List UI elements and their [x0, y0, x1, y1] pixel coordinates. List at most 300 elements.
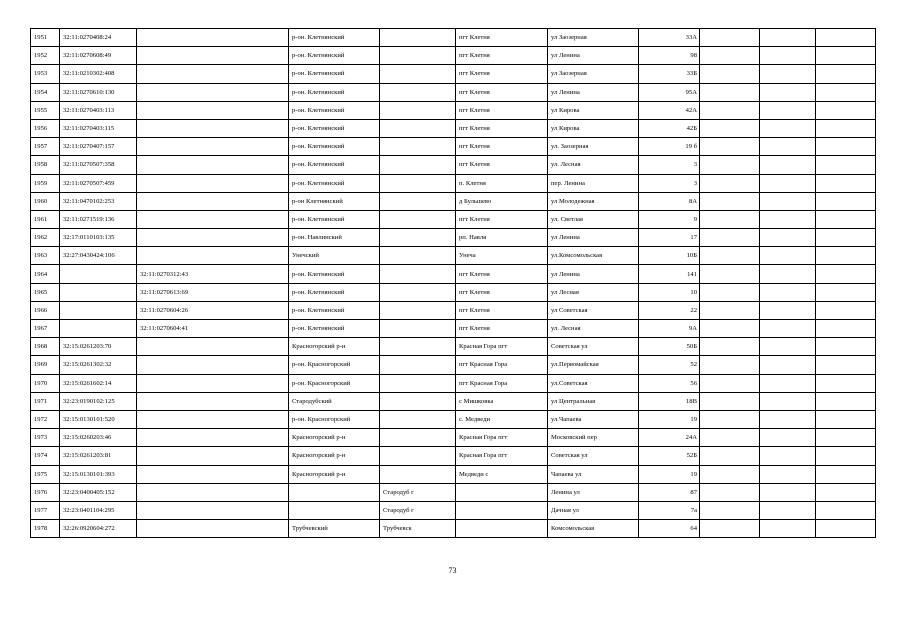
street-cell: ул. Заозерная — [548, 138, 639, 156]
cadastral-number-cell: 32:11:0270507:459 — [60, 174, 137, 192]
city-cell: Стародуб г — [380, 483, 456, 501]
row-number-cell: 1974 — [31, 447, 60, 465]
row-number-cell: 1975 — [31, 465, 60, 483]
district-cell: р-он. Клетнянский — [289, 29, 380, 47]
settlement-cell: пгт Клетня — [456, 47, 548, 65]
cadastral-number-cell: 32:15:0261602:14 — [60, 374, 137, 392]
cadastral-number-cell: 32:11:0270407:157 — [60, 138, 137, 156]
house-number-cell: 19 — [639, 465, 700, 483]
note-cell — [700, 520, 760, 538]
table-row — [31, 247, 876, 265]
table-row — [31, 119, 876, 137]
cadastral-number-alt-cell — [137, 65, 289, 83]
extra-cell — [760, 501, 816, 519]
cadastral-number-cell: 32:15:0130101:520 — [60, 410, 137, 428]
district-cell: р-он Клетнянский — [289, 192, 380, 210]
street-cell: ул Кирова — [548, 101, 639, 119]
empty-cell — [816, 210, 876, 228]
note-cell — [700, 374, 760, 392]
house-number-cell: 10 — [639, 283, 700, 301]
city-cell — [380, 119, 456, 137]
cadastral-number-alt-cell — [137, 101, 289, 119]
house-number-cell: 42А — [639, 101, 700, 119]
row-number-cell: 1957 — [31, 138, 60, 156]
note-cell — [700, 247, 760, 265]
house-number-cell: 17 — [639, 229, 700, 247]
settlement-cell: Красная Гора пгт — [456, 447, 548, 465]
cadastral-number-alt-cell — [137, 83, 289, 101]
street-cell: Комсомольская — [548, 520, 639, 538]
empty-cell — [816, 447, 876, 465]
table-row — [31, 301, 876, 319]
cadastral-number-cell: 32:11:0470102:253 — [60, 192, 137, 210]
table-row — [31, 156, 876, 174]
note-cell — [700, 483, 760, 501]
cadastral-number-alt-cell — [137, 374, 289, 392]
row-number-cell: 1968 — [31, 338, 60, 356]
registry-table-body — [31, 29, 876, 538]
city-cell — [380, 192, 456, 210]
table-row — [31, 265, 876, 283]
table-row — [31, 483, 876, 501]
cadastral-number-alt-cell — [137, 356, 289, 374]
cadastral-number-cell: 32:15:0261203:81 — [60, 447, 137, 465]
cadastral-number-alt-cell — [137, 338, 289, 356]
row-number-cell: 1976 — [31, 483, 60, 501]
district-cell: р-он. Клетнянский — [289, 65, 380, 83]
row-number-cell: 1970 — [31, 374, 60, 392]
row-number-cell: 1956 — [31, 119, 60, 137]
house-number-cell: 42Б — [639, 119, 700, 137]
cadastral-number-cell: 32:11:0271519:136 — [60, 210, 137, 228]
empty-cell — [816, 65, 876, 83]
city-cell — [380, 320, 456, 338]
street-cell: ул Заозерная — [548, 29, 639, 47]
city-cell — [380, 410, 456, 428]
house-number-cell: 87 — [639, 483, 700, 501]
settlement-cell: пгт Клетня — [456, 101, 548, 119]
house-number-cell: 9 — [639, 210, 700, 228]
table-row — [31, 174, 876, 192]
extra-cell — [760, 229, 816, 247]
extra-cell — [760, 47, 816, 65]
extra-cell — [760, 265, 816, 283]
street-cell: ул.Комсомольская — [548, 247, 639, 265]
extra-cell — [760, 210, 816, 228]
settlement-cell: пгт Клетня — [456, 138, 548, 156]
extra-cell — [760, 101, 816, 119]
row-number-cell: 1978 — [31, 520, 60, 538]
house-number-cell: 10Б — [639, 247, 700, 265]
empty-cell — [816, 156, 876, 174]
street-cell: ул. Лесная — [548, 320, 639, 338]
empty-cell — [816, 483, 876, 501]
cadastral-number-cell — [60, 301, 137, 319]
street-cell: ул.Советская — [548, 374, 639, 392]
table-row — [31, 210, 876, 228]
house-number-cell: 33Б — [639, 65, 700, 83]
note-cell — [700, 229, 760, 247]
note-cell — [700, 338, 760, 356]
district-cell: р-он. Красногорский — [289, 410, 380, 428]
city-cell — [380, 465, 456, 483]
district-cell: р-он. Клетнянский — [289, 83, 380, 101]
empty-cell — [816, 465, 876, 483]
extra-cell — [760, 29, 816, 47]
note-cell — [700, 301, 760, 319]
row-number-cell: 1958 — [31, 156, 60, 174]
cadastral-number-alt-cell: 32:11:0270613:69 — [137, 283, 289, 301]
settlement-cell: с Мишковка — [456, 392, 548, 410]
city-cell — [380, 229, 456, 247]
house-number-cell: 95А — [639, 83, 700, 101]
note-cell — [700, 320, 760, 338]
table-row — [31, 29, 876, 47]
house-number-cell: 33А — [639, 29, 700, 47]
city-cell — [380, 138, 456, 156]
city-cell — [380, 247, 456, 265]
house-number-cell: 19 — [639, 410, 700, 428]
extra-cell — [760, 392, 816, 410]
extra-cell — [760, 483, 816, 501]
cadastral-number-alt-cell — [137, 229, 289, 247]
cadastral-number-alt-cell — [137, 483, 289, 501]
district-cell: р-он. Клетнянский — [289, 47, 380, 65]
note-cell — [700, 138, 760, 156]
extra-cell — [760, 410, 816, 428]
table-row — [31, 338, 876, 356]
street-cell: ул Советская — [548, 301, 639, 319]
city-cell: Трубчевск — [380, 520, 456, 538]
cadastral-number-cell — [60, 283, 137, 301]
empty-cell — [816, 229, 876, 247]
city-cell — [380, 265, 456, 283]
house-number-cell: 3 — [639, 174, 700, 192]
extra-cell — [760, 520, 816, 538]
district-cell: Красногорский р-н — [289, 429, 380, 447]
city-cell — [380, 156, 456, 174]
note-cell — [700, 119, 760, 137]
table-row — [31, 356, 876, 374]
house-number-cell: 98 — [639, 47, 700, 65]
cadastral-number-cell: 32:27:0430424:106 — [60, 247, 137, 265]
district-cell: р-он. Клетнянский — [289, 320, 380, 338]
settlement-cell: пгт Клетня — [456, 265, 548, 283]
empty-cell — [816, 392, 876, 410]
house-number-cell: 64 — [639, 520, 700, 538]
city-cell — [380, 301, 456, 319]
city-cell: Стародуб г — [380, 501, 456, 519]
settlement-cell — [456, 520, 548, 538]
district-cell: Стародубский — [289, 392, 380, 410]
street-cell: Чапаева ул — [548, 465, 639, 483]
street-cell: ул. Лесная — [548, 156, 639, 174]
extra-cell — [760, 301, 816, 319]
empty-cell — [816, 301, 876, 319]
extra-cell — [760, 338, 816, 356]
row-number-cell: 1951 — [31, 29, 60, 47]
note-cell — [700, 192, 760, 210]
note-cell — [700, 156, 760, 174]
district-cell: р-он. Красногорский — [289, 374, 380, 392]
cadastral-number-alt-cell — [137, 520, 289, 538]
page-number: 73 — [448, 566, 457, 575]
empty-cell — [816, 374, 876, 392]
house-number-cell: 9А — [639, 320, 700, 338]
street-cell: Ленина ул — [548, 483, 639, 501]
extra-cell — [760, 356, 816, 374]
cadastral-number-alt-cell — [137, 447, 289, 465]
settlement-cell: пгт Клетня — [456, 119, 548, 137]
cadastral-number-cell: 32:23:0401104:295 — [60, 501, 137, 519]
street-cell: Московский пер — [548, 429, 639, 447]
table-row — [31, 101, 876, 119]
house-number-cell: 19 б — [639, 138, 700, 156]
district-cell: р-он. Клетнянский — [289, 265, 380, 283]
city-cell — [380, 374, 456, 392]
district-cell: Красногорский р-н — [289, 447, 380, 465]
table-row — [31, 429, 876, 447]
cadastral-number-alt-cell — [137, 47, 289, 65]
cadastral-number-alt-cell — [137, 29, 289, 47]
city-cell — [380, 392, 456, 410]
cadastral-number-cell: 32:11:0270403:115 — [60, 119, 137, 137]
settlement-cell: пгт Клетня — [456, 156, 548, 174]
note-cell — [700, 429, 760, 447]
row-number-cell: 1962 — [31, 229, 60, 247]
street-cell: ул. Светлая — [548, 210, 639, 228]
row-number-cell: 1963 — [31, 247, 60, 265]
empty-cell — [816, 29, 876, 47]
extra-cell — [760, 247, 816, 265]
settlement-cell: пгт Клетня — [456, 65, 548, 83]
cadastral-number-alt-cell: 32:11:0270604:26 — [137, 301, 289, 319]
house-number-cell: 7а — [639, 501, 700, 519]
table-row — [31, 65, 876, 83]
empty-cell — [816, 119, 876, 137]
settlement-cell: п. Клетня — [456, 174, 548, 192]
cadastral-number-cell: 32:11:0270610:130 — [60, 83, 137, 101]
empty-cell — [816, 174, 876, 192]
table-row — [31, 320, 876, 338]
district-cell: р-он. Клетнянский — [289, 283, 380, 301]
extra-cell — [760, 447, 816, 465]
cadastral-number-alt-cell: 32:11:0270604:41 — [137, 320, 289, 338]
extra-cell — [760, 320, 816, 338]
table-row — [31, 501, 876, 519]
table-row — [31, 83, 876, 101]
city-cell — [380, 447, 456, 465]
cadastral-number-cell: 32:15:0260203:46 — [60, 429, 137, 447]
street-cell: Советская ул — [548, 338, 639, 356]
settlement-cell: пгт Красная Гора — [456, 356, 548, 374]
table-row — [31, 374, 876, 392]
cadastral-number-cell: 32:26:0920604:272 — [60, 520, 137, 538]
row-number-cell: 1972 — [31, 410, 60, 428]
settlement-cell: пгт Клетня — [456, 29, 548, 47]
cadastral-number-cell: 32:15:0261302:32 — [60, 356, 137, 374]
note-cell — [700, 101, 760, 119]
district-cell: р-он. Клетнянский — [289, 210, 380, 228]
cadastral-number-alt-cell — [137, 174, 289, 192]
row-number-cell: 1960 — [31, 192, 60, 210]
cadastral-number-cell: 32:17:0110103:135 — [60, 229, 137, 247]
note-cell — [700, 392, 760, 410]
city-cell — [380, 47, 456, 65]
cadastral-number-alt-cell — [137, 210, 289, 228]
empty-cell — [816, 192, 876, 210]
settlement-cell: пгт Клетня — [456, 83, 548, 101]
house-number-cell: 50Б — [639, 338, 700, 356]
street-cell: Советская ул — [548, 447, 639, 465]
district-cell: р-он. Красногорский — [289, 356, 380, 374]
street-cell: ул Ленина — [548, 265, 639, 283]
cadastral-number-cell: 32:11:0270403:113 — [60, 101, 137, 119]
cadastral-number-cell: 32:11:0210302:408 — [60, 65, 137, 83]
extra-cell — [760, 374, 816, 392]
settlement-cell: Медведи с — [456, 465, 548, 483]
empty-cell — [816, 429, 876, 447]
cadastral-number-cell — [60, 320, 137, 338]
cadastral-number-alt-cell — [137, 192, 289, 210]
street-cell: ул.Чапаева — [548, 410, 639, 428]
settlement-cell: Красная Гора пгт — [456, 429, 548, 447]
row-number-cell: 1959 — [31, 174, 60, 192]
row-number-cell: 1966 — [31, 301, 60, 319]
cadastral-number-alt-cell: 32:11:0270312:43 — [137, 265, 289, 283]
street-cell: ул Лесная — [548, 283, 639, 301]
cadastral-number-cell: 32:23:0190102:125 — [60, 392, 137, 410]
empty-cell — [816, 247, 876, 265]
note-cell — [700, 356, 760, 374]
cadastral-number-cell: 32:15:0261203:70 — [60, 338, 137, 356]
cadastral-number-alt-cell — [137, 410, 289, 428]
table-row — [31, 192, 876, 210]
house-number-cell: 22 — [639, 301, 700, 319]
settlement-cell: пгт Клетня — [456, 283, 548, 301]
settlement-cell: рп. Навля — [456, 229, 548, 247]
note-cell — [700, 210, 760, 228]
street-cell: ул Кирова — [548, 119, 639, 137]
cadastral-number-alt-cell — [137, 156, 289, 174]
table-row — [31, 283, 876, 301]
district-cell: Красногорский р-н — [289, 338, 380, 356]
settlement-cell: д Бульшево — [456, 192, 548, 210]
empty-cell — [816, 501, 876, 519]
city-cell — [380, 429, 456, 447]
cadastral-number-alt-cell — [137, 119, 289, 137]
extra-cell — [760, 83, 816, 101]
house-number-cell: 56 — [639, 374, 700, 392]
table-row — [31, 410, 876, 428]
note-cell — [700, 65, 760, 83]
table-row — [31, 465, 876, 483]
extra-cell — [760, 138, 816, 156]
district-cell: р-он. Клетнянский — [289, 119, 380, 137]
extra-cell — [760, 465, 816, 483]
settlement-cell: Красная Гора пгт — [456, 338, 548, 356]
table-row — [31, 229, 876, 247]
settlement-cell: пгт Клетня — [456, 210, 548, 228]
street-cell: ул Центральная — [548, 392, 639, 410]
settlement-cell — [456, 501, 548, 519]
row-number-cell: 1977 — [31, 501, 60, 519]
extra-cell — [760, 429, 816, 447]
district-cell: р-он. Клетнянский — [289, 174, 380, 192]
city-cell — [380, 83, 456, 101]
note-cell — [700, 174, 760, 192]
city-cell — [380, 29, 456, 47]
city-cell — [380, 338, 456, 356]
extra-cell — [760, 174, 816, 192]
note-cell — [700, 410, 760, 428]
row-number-cell: 1961 — [31, 210, 60, 228]
cadastral-number-alt-cell — [137, 465, 289, 483]
empty-cell — [816, 338, 876, 356]
settlement-cell: с. Медведи — [456, 410, 548, 428]
house-number-cell: 52Б — [639, 447, 700, 465]
empty-cell — [816, 265, 876, 283]
empty-cell — [816, 101, 876, 119]
cadastral-number-cell: 32:11:0270608:49 — [60, 47, 137, 65]
district-cell: Унечский — [289, 247, 380, 265]
row-number-cell: 1971 — [31, 392, 60, 410]
cadastral-number-alt-cell — [137, 429, 289, 447]
empty-cell — [816, 83, 876, 101]
extra-cell — [760, 283, 816, 301]
row-number-cell: 1967 — [31, 320, 60, 338]
empty-cell — [816, 356, 876, 374]
district-cell: р-он. Клетнянский — [289, 138, 380, 156]
city-cell — [380, 174, 456, 192]
table-row — [31, 392, 876, 410]
empty-cell — [816, 283, 876, 301]
district-cell: Красногорский р-н — [289, 465, 380, 483]
district-cell: р-он. Клетнянский — [289, 301, 380, 319]
street-cell: ул.Первомайская — [548, 356, 639, 374]
house-number-cell: 18В — [639, 392, 700, 410]
empty-cell — [816, 47, 876, 65]
row-number-cell: 1964 — [31, 265, 60, 283]
cadastral-number-cell: 32:23:0400405:152 — [60, 483, 137, 501]
settlement-cell: Унеча — [456, 247, 548, 265]
cadastral-number-cell: 32:15:0130101:393 — [60, 465, 137, 483]
cadastral-number-alt-cell — [137, 392, 289, 410]
house-number-cell: 141 — [639, 265, 700, 283]
house-number-cell: 24А — [639, 429, 700, 447]
district-cell — [289, 483, 380, 501]
table-row — [31, 47, 876, 65]
district-cell: Трубчевский — [289, 520, 380, 538]
note-cell — [700, 47, 760, 65]
district-cell — [289, 501, 380, 519]
street-cell: ул Ленина — [548, 83, 639, 101]
city-cell — [380, 101, 456, 119]
cadastral-number-cell — [60, 265, 137, 283]
cadastral-number-alt-cell — [137, 501, 289, 519]
city-cell — [380, 210, 456, 228]
extra-cell — [760, 119, 816, 137]
note-cell — [700, 265, 760, 283]
city-cell — [380, 65, 456, 83]
table-row — [31, 520, 876, 538]
street-cell: ул Молодежная — [548, 192, 639, 210]
extra-cell — [760, 156, 816, 174]
note-cell — [700, 283, 760, 301]
empty-cell — [816, 520, 876, 538]
settlement-cell: пгт Клетня — [456, 301, 548, 319]
cadastral-number-cell: 32:11:0270507:358 — [60, 156, 137, 174]
